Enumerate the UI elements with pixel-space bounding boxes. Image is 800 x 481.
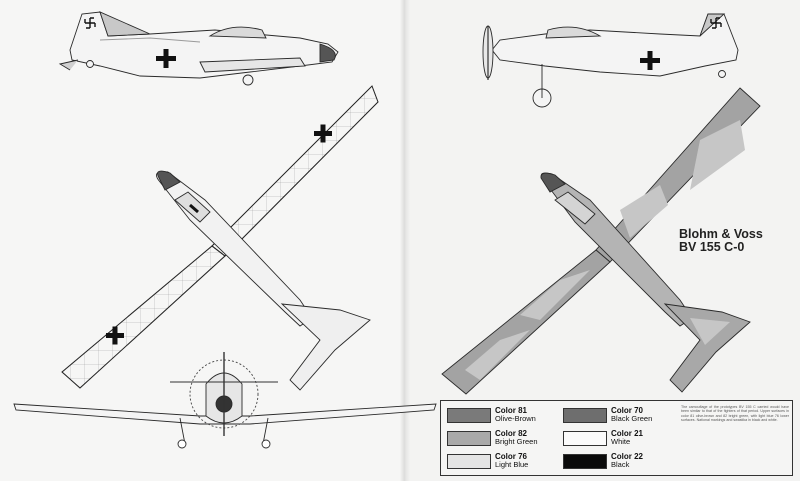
legend-item-color-76 — [447, 453, 528, 469]
swatch-color-22 — [563, 454, 607, 469]
legend-name: Bright Green — [495, 437, 538, 446]
swatch-color-76 — [447, 454, 491, 469]
plan-view-left — [62, 86, 378, 390]
swatch-color-70 — [563, 408, 607, 423]
legend-name: Black — [611, 460, 630, 469]
swatch-color-82 — [447, 431, 491, 446]
legend-code: Color 21 — [611, 429, 644, 438]
aircraft-title — [679, 228, 763, 254]
legend-item-color-21 — [563, 430, 643, 446]
side-profile-right — [483, 14, 738, 107]
legend-code: Color 82 — [495, 429, 528, 438]
legend-item-color-81 — [447, 407, 536, 423]
color-legend — [440, 400, 793, 476]
swatch-color-81 — [447, 408, 491, 423]
legend-name: Light Blue — [495, 460, 529, 469]
legend-name: White — [611, 437, 631, 446]
legend-name: Black Green — [611, 414, 653, 423]
legend-code: Color 70 — [611, 406, 644, 415]
camouflage-note: The camouflage of the prototypes BV 155 C carried would have been similar to that of the fighters of that period. Upper surfaces in color 81 olive-brown and 82 bright green, with light blue 76 lower surfaces. National markings and swastika in black and white. — [681, 405, 789, 423]
legend-item-color-22 — [563, 453, 643, 469]
legend-code: Color 22 — [611, 452, 644, 461]
legend-item-color-70 — [563, 407, 652, 423]
legend-name: Olive-Brown — [495, 414, 536, 423]
legend-code: Color 81 — [495, 406, 528, 415]
title-line-1: Blohm & Voss — [679, 227, 763, 241]
legend-item-color-82 — [447, 430, 538, 446]
swatch-color-21 — [563, 431, 607, 446]
legend-code: Color 76 — [495, 452, 528, 461]
title-line-2: BV 155 C-0 — [679, 240, 745, 254]
side-profile-left — [60, 12, 338, 85]
